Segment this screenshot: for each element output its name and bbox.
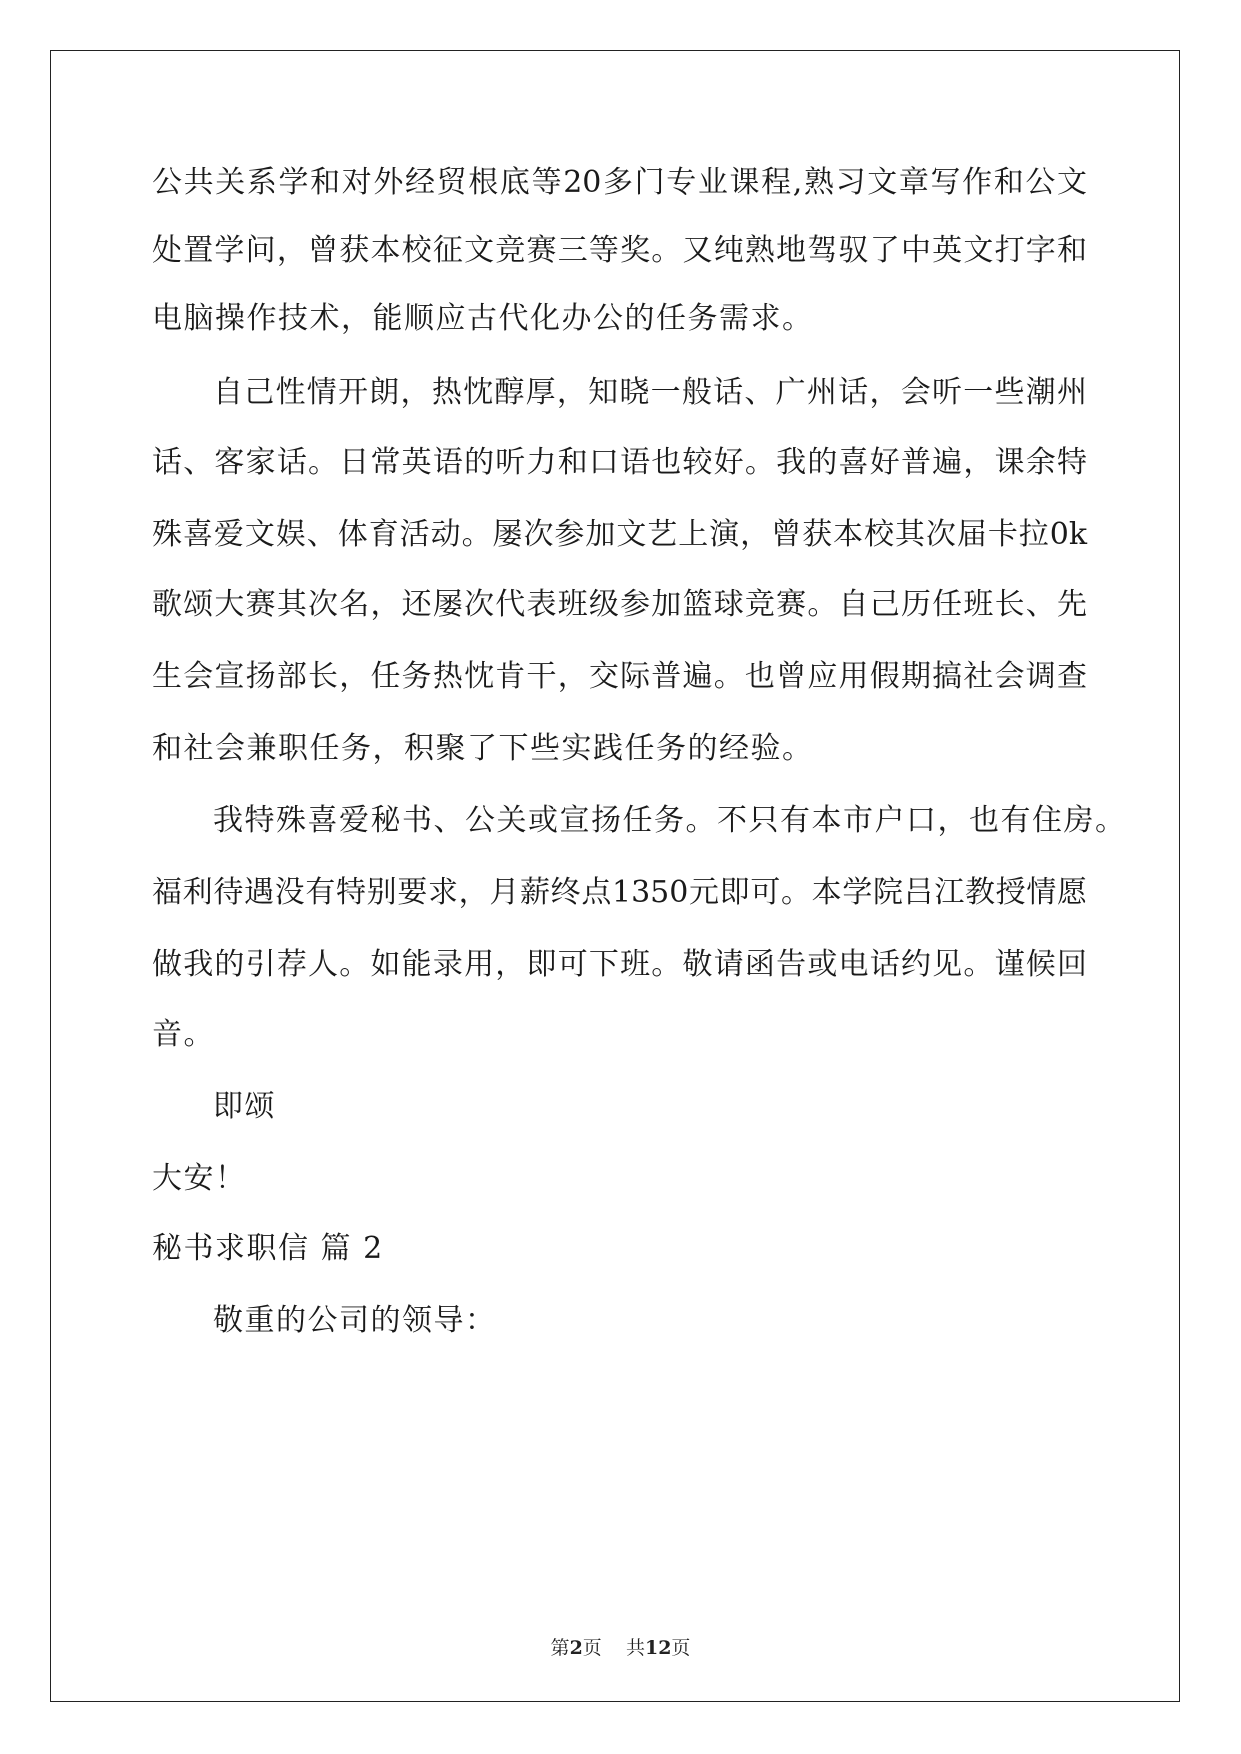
body-line: 生会宣扬部长，任务热忱肯干，交际普遍。也曾应用假期搞社会调查 [152,659,1087,694]
body-line: 福利待遇没有特别要求，月薪终点1350元即可。本学院吕江教授情愿 [152,875,1087,910]
closing-line: 即颂 [213,1089,276,1124]
body-line: 音。 [152,1017,215,1052]
footer-suffix: 页 [671,1637,691,1659]
current-page-number: 2 [569,1637,583,1659]
body-line: 电脑操作技术，能顺应古代化办公的任务需求。 [152,301,814,336]
body-line: 处置学问，曾获本校征文竞赛三等奖。又纯熟地驾驭了中英文打字和 [152,233,1087,268]
body-line: 歌颂大赛其次名，还屡次代表班级参加篮球竞赛。自己历任班长、先 [152,587,1087,622]
body-line: 公共关系学和对外经贸根底等20多门专业课程,熟习文章写作和公文 [152,165,1087,200]
footer-mid: 页 共 [582,1637,645,1659]
paragraph-start-line: 我特殊喜爱秘书、公关或宣扬任务。不只有本市户口，也有住房。 [213,803,1127,838]
page-number-footer [0,1633,1241,1660]
body-line: 和社会兼职任务，积聚了下些实践任务的经验。 [152,731,814,766]
section-title: 秘书求职信 篇 2 [152,1231,384,1266]
closing-salutation: 大安！ [152,1161,247,1196]
paragraph-start-line: 自己性情开朗，热忱醇厚，知晓一般话、广州话，会听一些潮州 [213,375,1087,410]
total-page-number: 12 [644,1637,672,1659]
body-line: 殊喜爱文娱、体育活动。屡次参加文艺上演，曾获本校其次届卡拉0k [152,517,1087,552]
body-line: 话、客家话。日常英语的听力和口语也较好。我的喜好普遍，课余特 [152,445,1087,480]
greeting-line: 敬重的公司的领导： [213,1303,497,1338]
footer-prefix: 第 [550,1637,570,1659]
body-line: 做我的引荐人。如能录用，即可下班。敬请函告或电话约见。谨候回 [152,947,1087,982]
